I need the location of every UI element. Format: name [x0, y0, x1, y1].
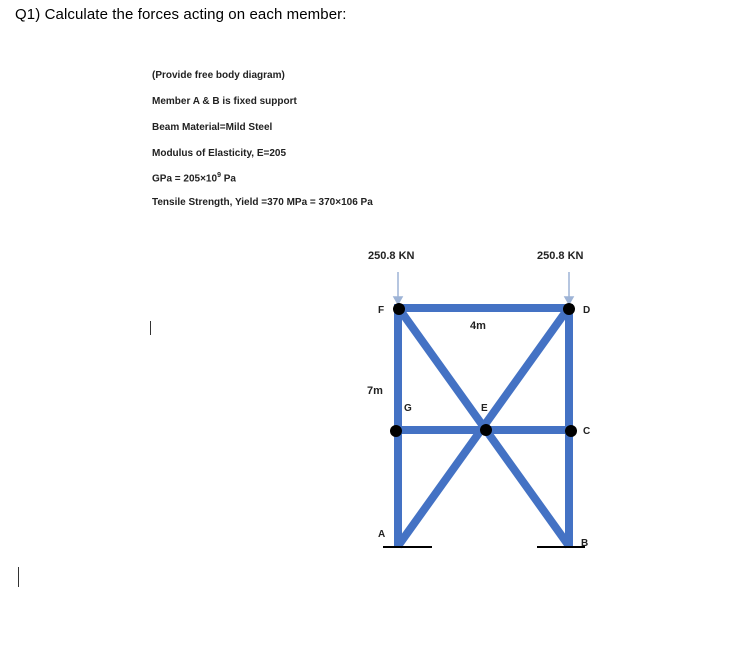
info-supports: Member A & B is fixed support — [152, 96, 297, 107]
node-label-C: C — [583, 426, 591, 437]
info-yield: Tensile Strength, Yield =370 MPa = 370×106 Pa — [152, 197, 373, 208]
info-material: Beam Material=Mild Steel — [152, 122, 273, 133]
joint-D — [563, 303, 575, 315]
load-arrowhead-left — [394, 297, 402, 304]
info-gpa-unit: Pa — [220, 173, 236, 185]
load-label-left: 250.8 KN — [368, 250, 415, 262]
node-label-G: G — [404, 403, 412, 414]
info-gpa-exponent: 9 — [217, 172, 221, 179]
joint-C — [565, 425, 577, 437]
info-free-body: (Provide free body diagram) — [152, 70, 285, 81]
dimension-width-label: 4m — [470, 320, 486, 332]
question-title: Q1) Calculate the forces acting on each member: — [15, 6, 347, 23]
node-label-E: E — [481, 403, 488, 414]
load-label-right: 250.8 KN — [537, 250, 584, 262]
info-gpa-main: GPa = 205×10 — [152, 173, 218, 185]
joint-E — [480, 424, 492, 436]
load-arrowhead-right — [565, 297, 573, 304]
load-arrows — [394, 272, 573, 304]
info-elasticity: Modulus of Elasticity, E=205 — [152, 148, 287, 159]
node-label-D: D — [583, 305, 591, 316]
dimension-height-label: 7m — [367, 385, 383, 397]
joint-G — [390, 425, 402, 437]
joint-F — [393, 303, 405, 315]
node-label-B: B — [581, 538, 589, 549]
node-label-F: F — [378, 305, 385, 316]
node-label-A: A — [378, 529, 386, 540]
